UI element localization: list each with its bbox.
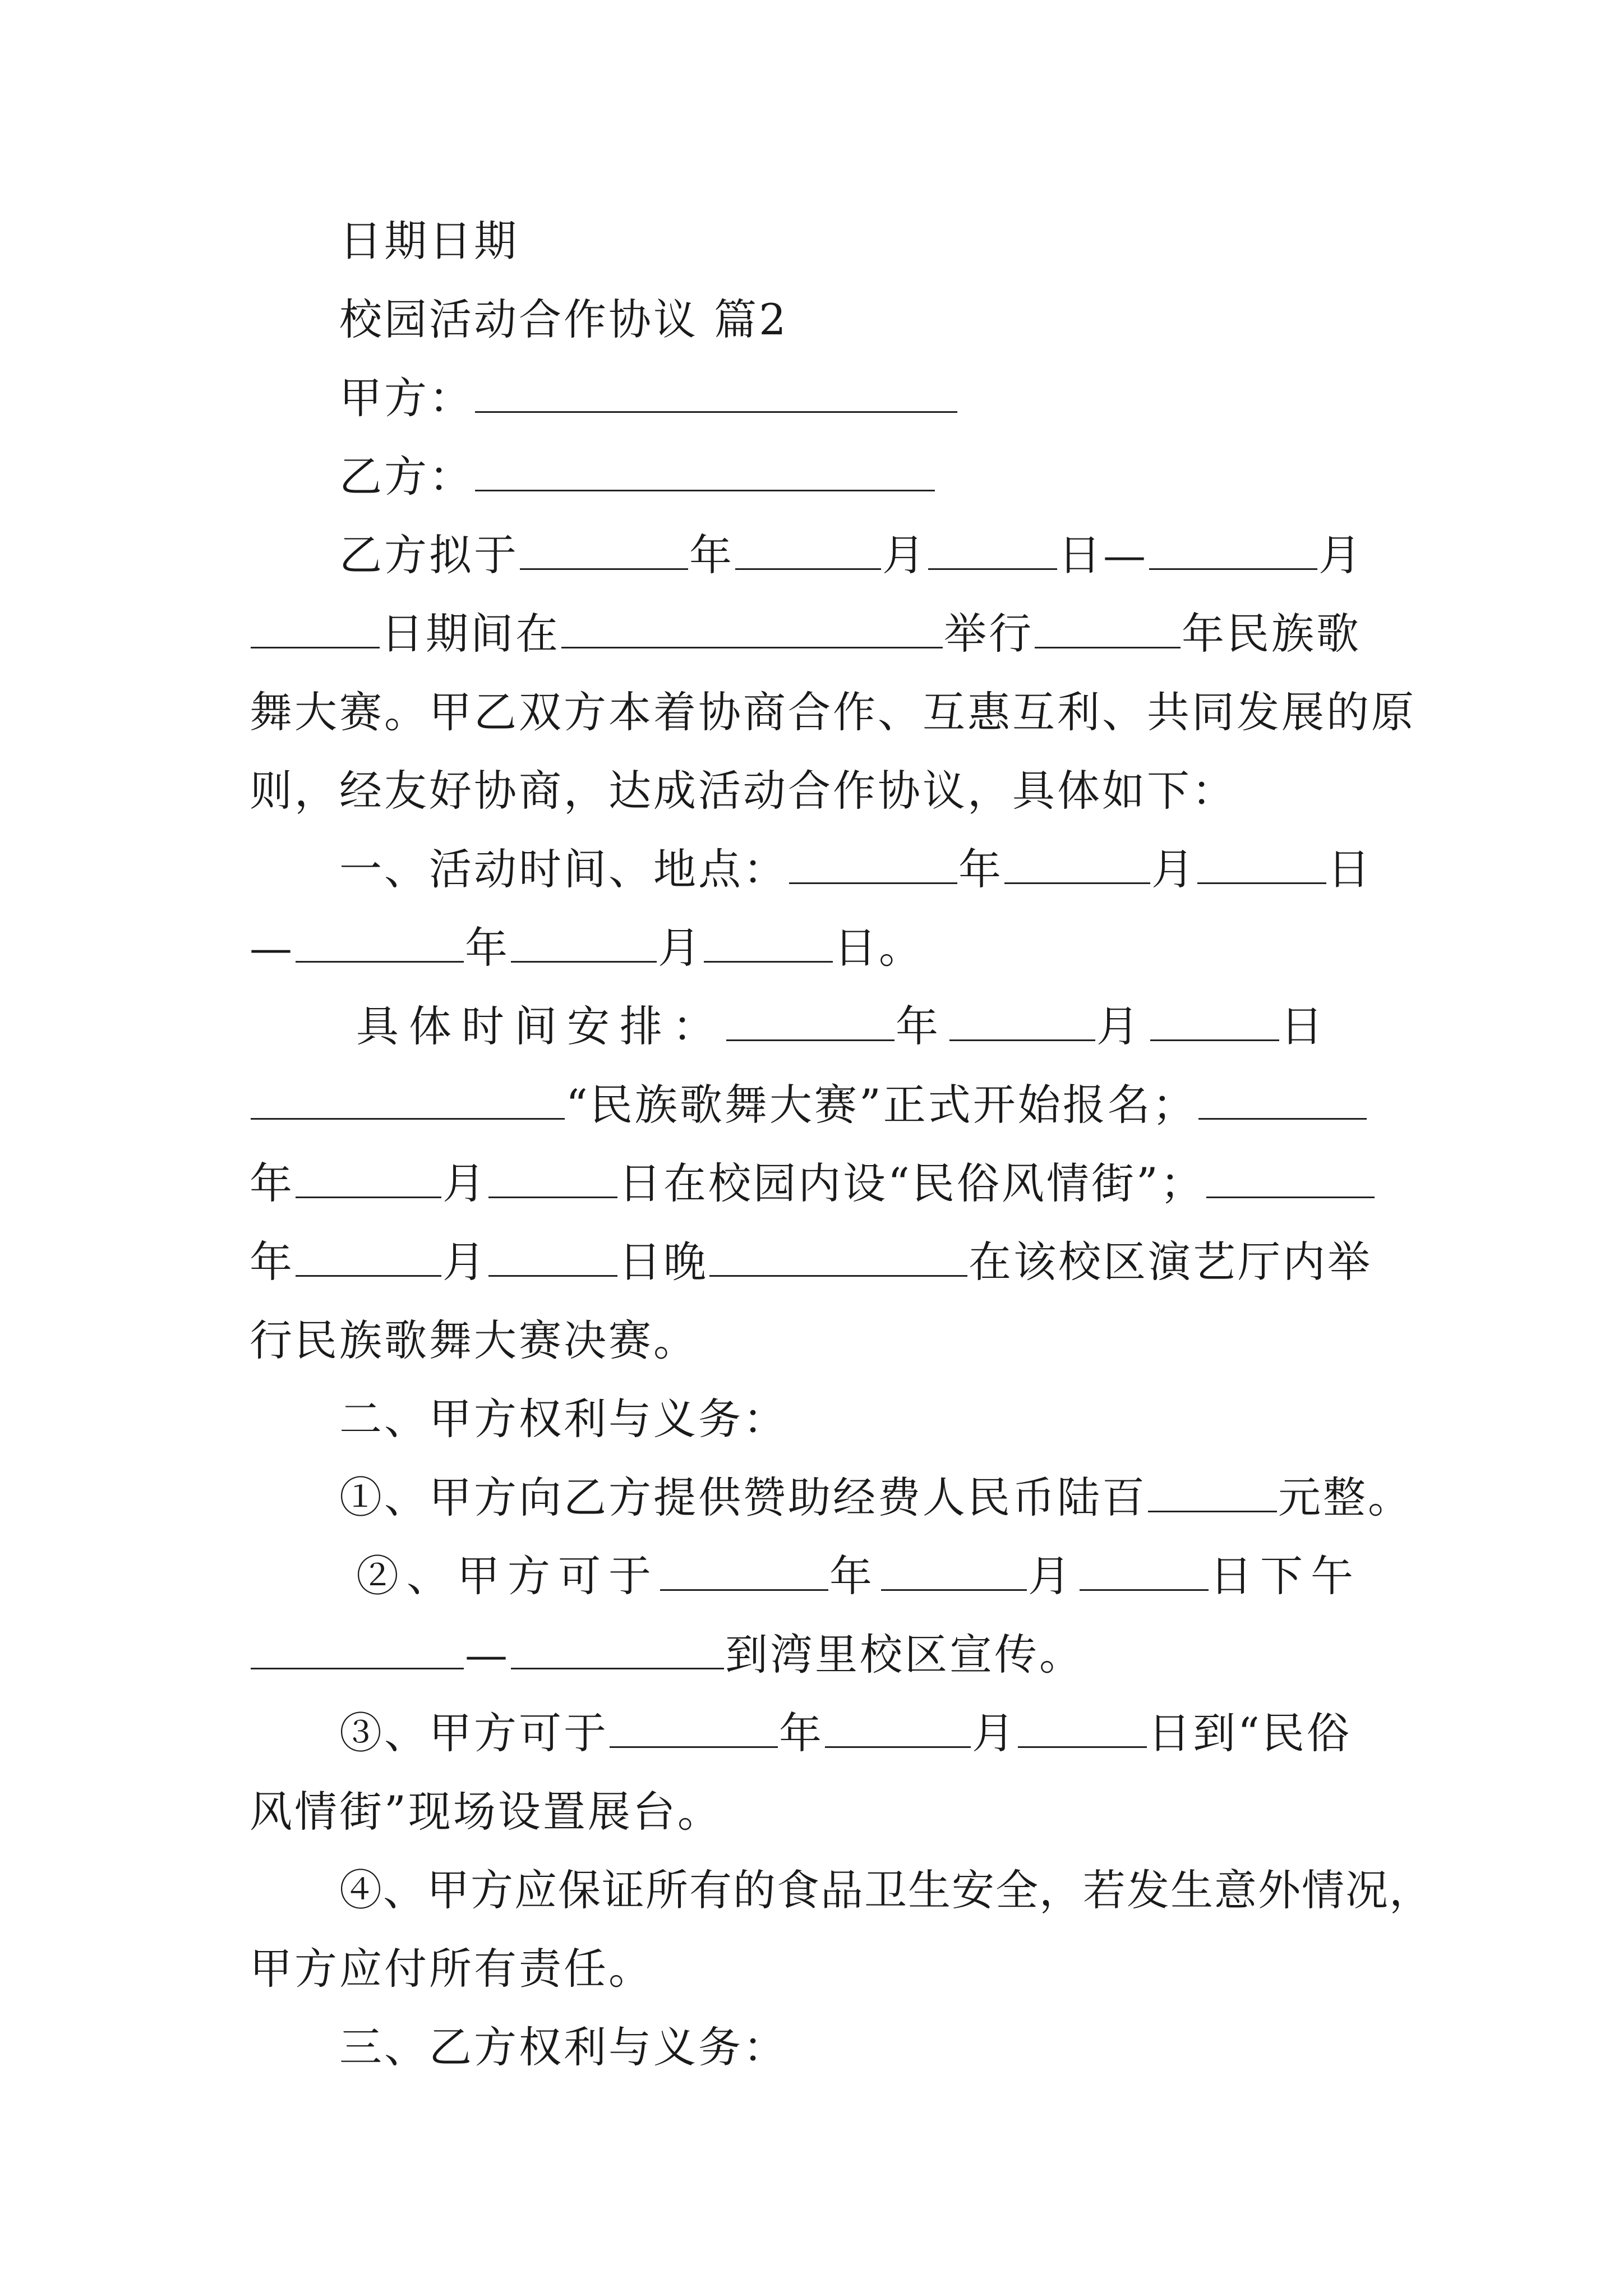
text: 年 <box>779 1708 824 1758</box>
text: 元整。 <box>1278 1473 1413 1522</box>
blank <box>1148 1474 1277 1512</box>
blank <box>1080 1552 1209 1591</box>
text: 月 <box>442 1158 487 1208</box>
text: 日晚 <box>619 1237 708 1287</box>
blank <box>881 1552 1027 1591</box>
blank <box>1206 1159 1375 1198</box>
blank <box>704 924 833 963</box>
clause-item-1 <box>339 1470 1489 1526</box>
text: 年民族歌 <box>1182 609 1361 659</box>
text: 月 <box>1096 1001 1149 1051</box>
blank <box>1150 1002 1279 1041</box>
text: 月 <box>1028 1551 1078 1601</box>
blank <box>520 531 688 570</box>
text: 月 <box>658 923 703 973</box>
date-placeholder <box>339 213 1489 269</box>
clause-heading-2 <box>339 1391 1489 1447</box>
paragraph-line <box>250 1627 1399 1683</box>
text: 具体时间安排： <box>356 1001 725 1051</box>
paragraph-line <box>250 920 1399 976</box>
text: 月 <box>882 530 927 580</box>
blank <box>251 610 380 648</box>
blank <box>296 1238 441 1277</box>
text: 日。 <box>834 923 924 973</box>
paragraph-line <box>250 606 1399 662</box>
text: 日期间在 <box>381 609 560 659</box>
text: 日期日期 <box>339 216 519 266</box>
blank <box>709 1238 967 1277</box>
blank <box>511 924 657 963</box>
blank <box>1004 845 1150 884</box>
text: 三、乙方权利与义务： <box>339 2022 788 2072</box>
blank <box>296 924 464 963</box>
paragraph-line <box>339 527 1489 583</box>
blank <box>735 531 881 570</box>
text: 年 <box>250 1158 294 1208</box>
text: 在该校区演艺厅内举 <box>969 1237 1372 1287</box>
text: ②、甲方可于 <box>356 1551 659 1601</box>
text: 年 <box>250 1237 294 1287</box>
section-title <box>339 292 1489 348</box>
blank <box>511 1631 724 1669</box>
paragraph-line <box>250 1941 1399 1997</box>
text: 甲方应付所有责任。 <box>250 1944 653 1994</box>
blank <box>296 1159 441 1198</box>
text: 校园活动合作协议 篇2 <box>339 295 789 344</box>
text: 年 <box>829 1551 880 1601</box>
blank <box>949 1002 1095 1041</box>
clause-item-2 <box>356 1548 1506 1604</box>
paragraph-line <box>356 999 1506 1055</box>
text: ①、甲方向乙方提供赞助经费人民币陆百 <box>339 1473 1147 1522</box>
text: 则，经友好协商，达成活动合作协议，具体如下： <box>250 766 1237 816</box>
text: 到湾里校区宣传。 <box>725 1630 1084 1680</box>
paragraph-line <box>250 1313 1399 1369</box>
text: 日在校园内设“民俗风情街”； <box>619 1158 1205 1208</box>
paragraph-line <box>250 1784 1399 1840</box>
paragraph-line <box>250 684 1416 740</box>
party-b-label: 乙方： <box>339 452 474 501</box>
text: 月 <box>1151 844 1196 894</box>
text: 年 <box>896 1001 948 1051</box>
paragraph-line <box>250 763 1399 819</box>
text: 月 <box>1318 530 1363 580</box>
blank <box>251 1081 565 1120</box>
party-b-blank <box>475 453 935 491</box>
blank <box>488 1159 617 1198</box>
text: ④、甲方应保证所有的食品卫生安全，若发生意外情况， <box>339 1865 1433 1915</box>
text: 举行 <box>944 609 1034 659</box>
blank <box>1197 845 1326 884</box>
blank <box>789 845 957 884</box>
text: 月 <box>442 1237 487 1287</box>
paragraph-line <box>250 1077 1399 1133</box>
text: 日— <box>1058 530 1148 580</box>
party-a-blank <box>475 374 957 413</box>
blank <box>1198 1081 1367 1120</box>
text: 日 <box>1280 1001 1333 1051</box>
clause-item-4 <box>339 1862 1489 1918</box>
blank <box>1035 610 1181 648</box>
party-a-line <box>339 370 1489 426</box>
text: “民族歌舞大赛”正式开始报名； <box>566 1080 1197 1130</box>
text: 二、甲方权利与义务： <box>339 1394 788 1444</box>
text: 年 <box>689 530 734 580</box>
blank <box>561 610 943 648</box>
clause-item-3 <box>339 1705 1489 1761</box>
party-b-line <box>339 449 1489 505</box>
text: ③、甲方可于 <box>339 1708 608 1758</box>
blank <box>928 531 1057 570</box>
blank <box>825 1709 971 1748</box>
text: — <box>465 1630 510 1680</box>
blank <box>1018 1709 1147 1748</box>
text: 日到“民俗 <box>1148 1708 1352 1758</box>
text: 日下午 <box>1210 1551 1361 1601</box>
text: — <box>250 923 294 973</box>
text: 舞大赛。甲乙双方本着协商合作、互惠互利、共同发展的原 <box>250 687 1416 737</box>
text: 月 <box>972 1708 1017 1758</box>
blank <box>1149 531 1317 570</box>
text: 一、活动时间、地点： <box>339 844 788 894</box>
clause-heading-3 <box>339 2019 1489 2076</box>
blank <box>660 1552 828 1591</box>
clause-heading-1 <box>339 841 1489 898</box>
blank <box>610 1709 778 1748</box>
text: 年 <box>958 844 1003 894</box>
text: 行民族歌舞大赛决赛。 <box>250 1315 698 1365</box>
text: 风情街”现场设置展台。 <box>250 1787 722 1837</box>
party-a-label: 甲方： <box>339 373 474 423</box>
paragraph-line <box>250 1234 1399 1290</box>
blank <box>488 1238 617 1277</box>
blank <box>726 1002 895 1041</box>
text: 年 <box>465 923 510 973</box>
paragraph-line <box>250 1156 1399 1212</box>
text: 日 <box>1327 844 1372 894</box>
blank <box>251 1631 464 1669</box>
text: 乙方拟于 <box>339 530 519 580</box>
